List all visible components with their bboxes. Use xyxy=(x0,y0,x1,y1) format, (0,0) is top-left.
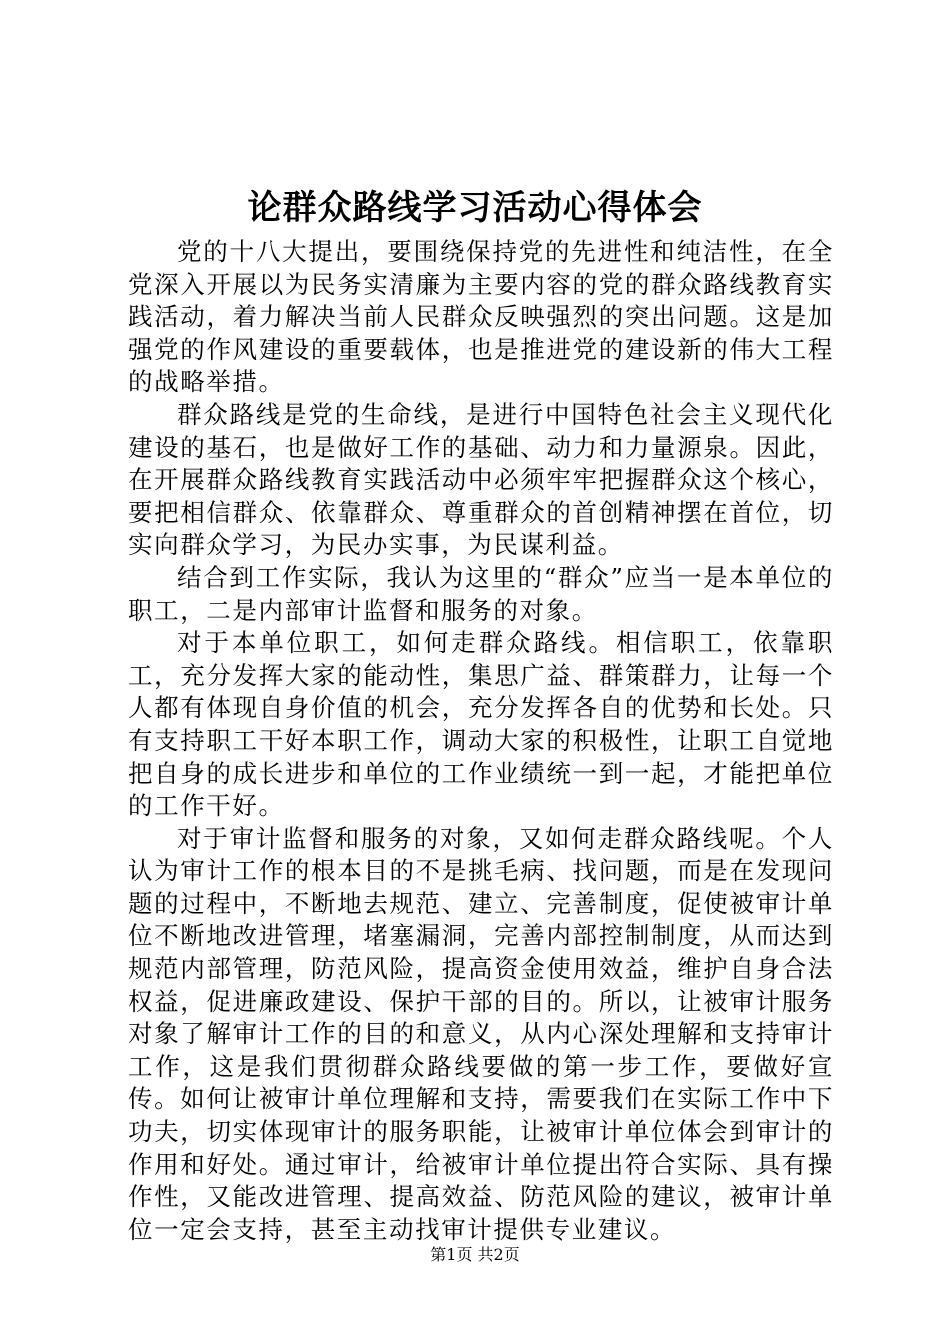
paragraph-3: 结合到工作实际，我认为这里的“群众”应当一是本单位的职工，二是内部审计监督和服务的对象。 xyxy=(128,562,834,625)
paragraph-2: 群众路线是党的生命线，是进行中国特色社会主义现代化建设的基石，也是做好工作的基础、动力和力量源泉。因此，在开展群众路线教育实践活动中必须牢牢把握群众这个核心，要把相信群众、依靠群众、尊重群众的首创精神摆在首位，切实向群众学习，为民办实事，为民谋利益。 xyxy=(128,399,834,560)
paragraph-5: 对于审计监督和服务的对象，又如何走群众路线呢。个人认为审计工作的根本目的不是挑毛病、找问题，而是在发现问题的过程中，不断地去规范、建立、完善制度，促使被审计单位不断地改进管理，堵塞漏洞，完善内部控制制度，从而达到规范内部管理，防范风险，提高资金使用效益，维护自身合法权益，促进廉政建设、保护干部的目的。所以，让被审计服务对象了解审计工作的目的和意义，从内心深处理解和支持审计工作，这是我们贯彻群众路线要做的第一步工作，要做好宣传。如何让被审计单位理解和支持，需要我们在实际工作中下功夫，切实体现审计的服务职能，让被审计单位体会到审计的作用和好处。通过审计，给被审计单位提出符合实际、具有操作性，又能改进管理、提高效益、防范风险的建议，被审计单位一定会支持，甚至主动找审计提供专业建议。 xyxy=(128,823,834,1244)
paragraph-4: 对于本单位职工，如何走群众路线。相信职工，依靠职工，充分发挥大家的能动性，集思广益、群策群力，让每一个人都有体现自身价值的机会，充分发挥各自的优势和长处。只有支持职工干好本职工作，调动大家的积极性，让职工自觉地把自身的成长进步和单位的工作业绩统一到一起，才能把单位的工作干好。 xyxy=(128,628,834,821)
page-number-footer: 第1页 共2页 xyxy=(430,1245,520,1264)
paragraph-1: 党的十八大提出，要围绕保持党的先进性和纯洁性，在全党深入开展以为民务实清廉为主要内容的党的群众路线教育实践活动，着力解决当前人民群众反映强烈的突出问题。这是加强党的作风建设的重要载体，也是推进党的建设新的伟大工程的战略举措。 xyxy=(128,237,834,397)
document-body xyxy=(128,236,834,1246)
document-title: 论群众路线学习活动心得体会 xyxy=(247,188,703,228)
